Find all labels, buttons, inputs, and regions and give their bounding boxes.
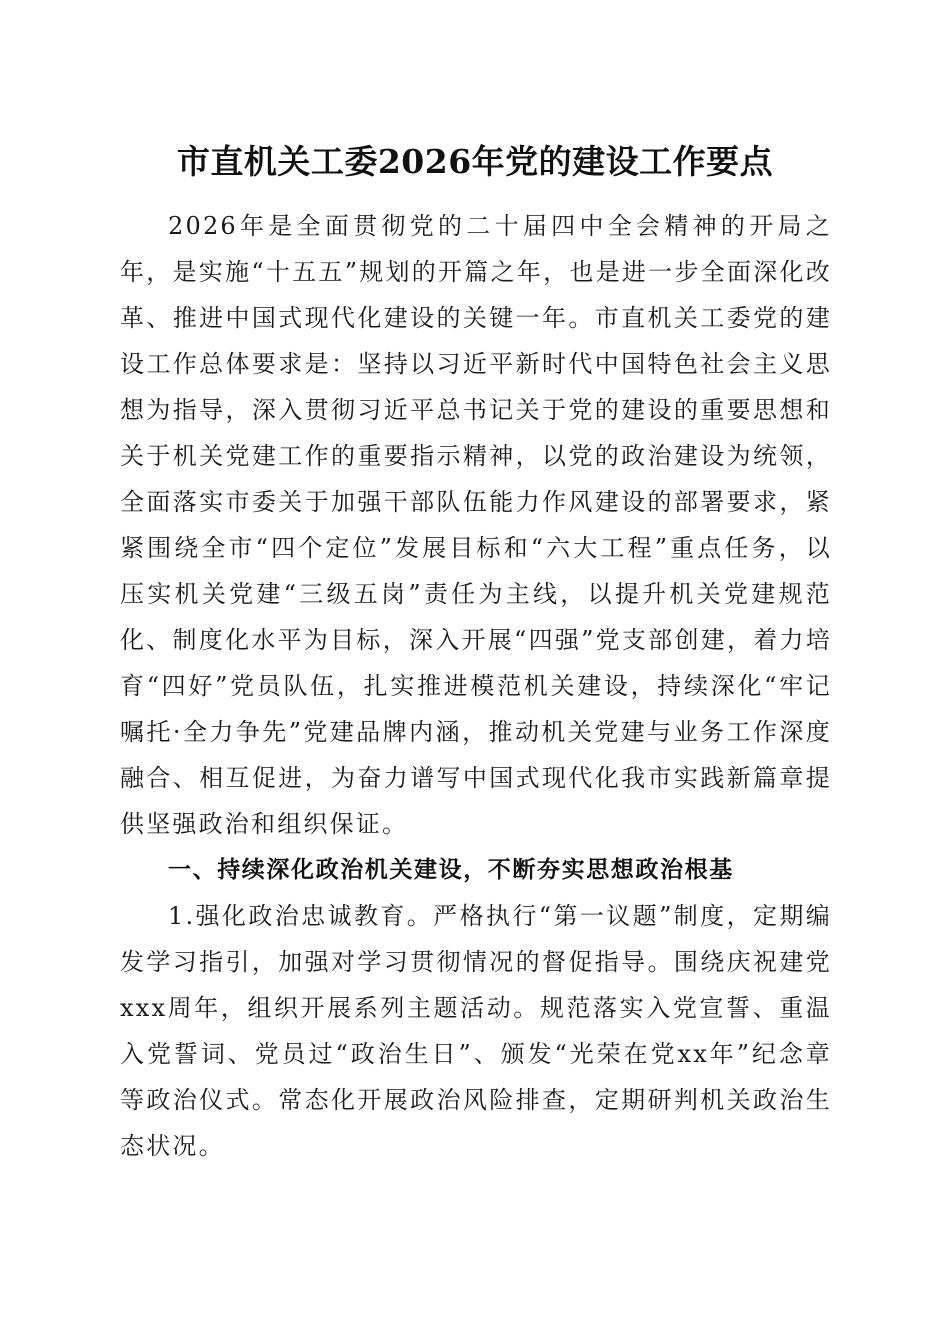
intro-paragraph: 2026年是全面贯彻党的二十届四中全会精神的开局之年，是实施“十五五”规划的开篇之年，也是进一步全面深化改革、推进中国式现代化建设的关键一年。市直机关工委党的建设工作总体要求是：坚持以习近平新时代中国特色社会主义思想为指导，深入贯彻习近平总书记关于党的建设的重要思想和关于机关党建工作的重要指示精神，以党的政治建设为统领，全面落实市委关于加强干部队伍能力作风建设的部署要求，紧紧围绕全市“四个定位”发展目标和“六大工程”重点任务，以压实机关党建“三级五岗”责任为主线，以提升机关党建规范化、制度化水平为目标，深入开展“四强”党支部创建，着力培育“四好”党员队伍，扎实推进模范机关建设，持续深化“牢记嘱托·全力争先”党建品牌内涵，推动机关党建与业务工作深度融合、相互促进，为奋力谱写中国式现代化我市实践新篇章提供坚强政治和组织保证。 [120,212,832,838]
section-heading-1: 一、持续深化政治机关建设，不断夯实思想政治根基 [168,857,734,883]
item-paragraph-1: 1.强化政治忠诚教育。严格执行“第一议题”制度，定期编发学习指引，加强对学习贯彻情况的督促指导。围绕庆祝建党xxx周年，组织开展系列主题活动。规范落实入党宣誓、重温入党誓词、党员过“政治生日”、颁发“光荣在党xx年”纪念章等政治仪式。常态化开展政治风险排查，定期研判机关政治生态状况。 [120,902,832,1160]
document-title: 市直机关工委2026年党的建设工作要点 [176,142,774,181]
document-body [120,203,832,1169]
